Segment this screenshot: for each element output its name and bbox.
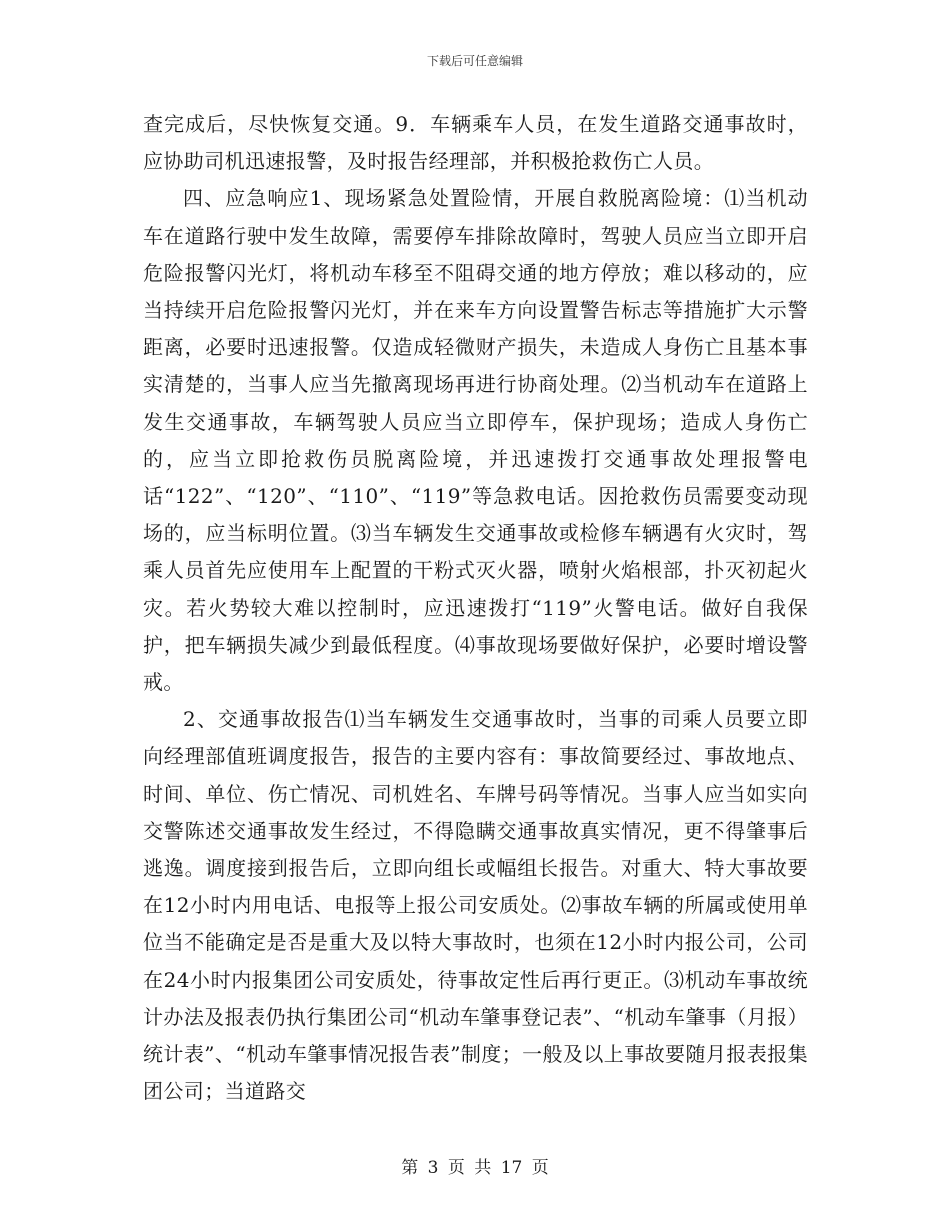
document-body bbox=[143, 106, 808, 1110]
paragraph: 四、应急响应1、现场紧急处置险情，开展自救脱离险境：⑴当机动车在道路行驶中发生故障，需要停车排除故障时，驾驶人员应当立即开启危险报警闪光灯，将机动车移至不阻碍交通的地方停放；难以移动的，应当持续开启危险报警闪光灯，并在来车方向设置警告标志等措施扩大示警距离，必要时迅速报警。仅造成轻微财产损失，未造成人身伤亡且基本事实清楚的，当事人应当先撤离现场再进行协商处理。⑵当机动车在道路上发生交通事故，车辆驾驶人员应当立即停车，保护现场；造成人身伤亡的，应当立即抢救伤员脱离险境，并迅速拨打交通事故处理报警电话“122”、“120”、“110”、“119”等急救电话。因抢救伤员需要变动现场的，应当标明位置。⑶当车辆发生交通事故或检修车辆遇有火灾时，驾乘人员首先应使用车上配置的干粉式灭火器，喷射火焰根部，扑灭初起火灾。若火势较大难以控制时，应迅速拨打“119”火警电话。做好自我保护，把车辆损失减少到最低程度。⑷事故现场要做好保护，必要时增设警戒。 bbox=[143, 186, 808, 695]
paragraph: 查完成后，尽快恢复交通。9．车辆乘车人员，在发生道路交通事故时，应协助司机迅速报警，及时报告经理部，并积极抢救伤亡人员。 bbox=[143, 112, 808, 174]
page-number-footer: 第 3 页 共 17 页 bbox=[401, 1158, 549, 1178]
paragraph: 2、交通事故报告⑴当车辆发生交通事故时，当事的司乘人员要立即向经理部值班调度报告，报告的主要内容有：事故简要经过、事故地点、时间、单位、伤亡情况、司机姓名、车牌号码等情况。当事人应当如实向交警陈述交通事故发生经过，不得隐瞒交通事故真实情况，更不得肇事后逃逸。调度接到报告后，立即向组长或幅组长报告。对重大、特大事故要在12小时内用电话、电报等上报公司安质处。⑵事故车辆的所属或使用单位当不能确定是否是重大及以特大事故时，也须在12小时内报公司，公司在24小时内报集团公司安质处，待事故定性后再行更正。⑶机动车事故统计办法及报表仍执行集团公司“机动车肇事登记表”、“机动车肇事（月报）统计表”、“机动车肇事情况报告表”制度；一般及以上事故要随月报表报集团公司；当道路交 bbox=[143, 707, 808, 1104]
header-note: 下载后可任意编辑 bbox=[426, 54, 523, 68]
